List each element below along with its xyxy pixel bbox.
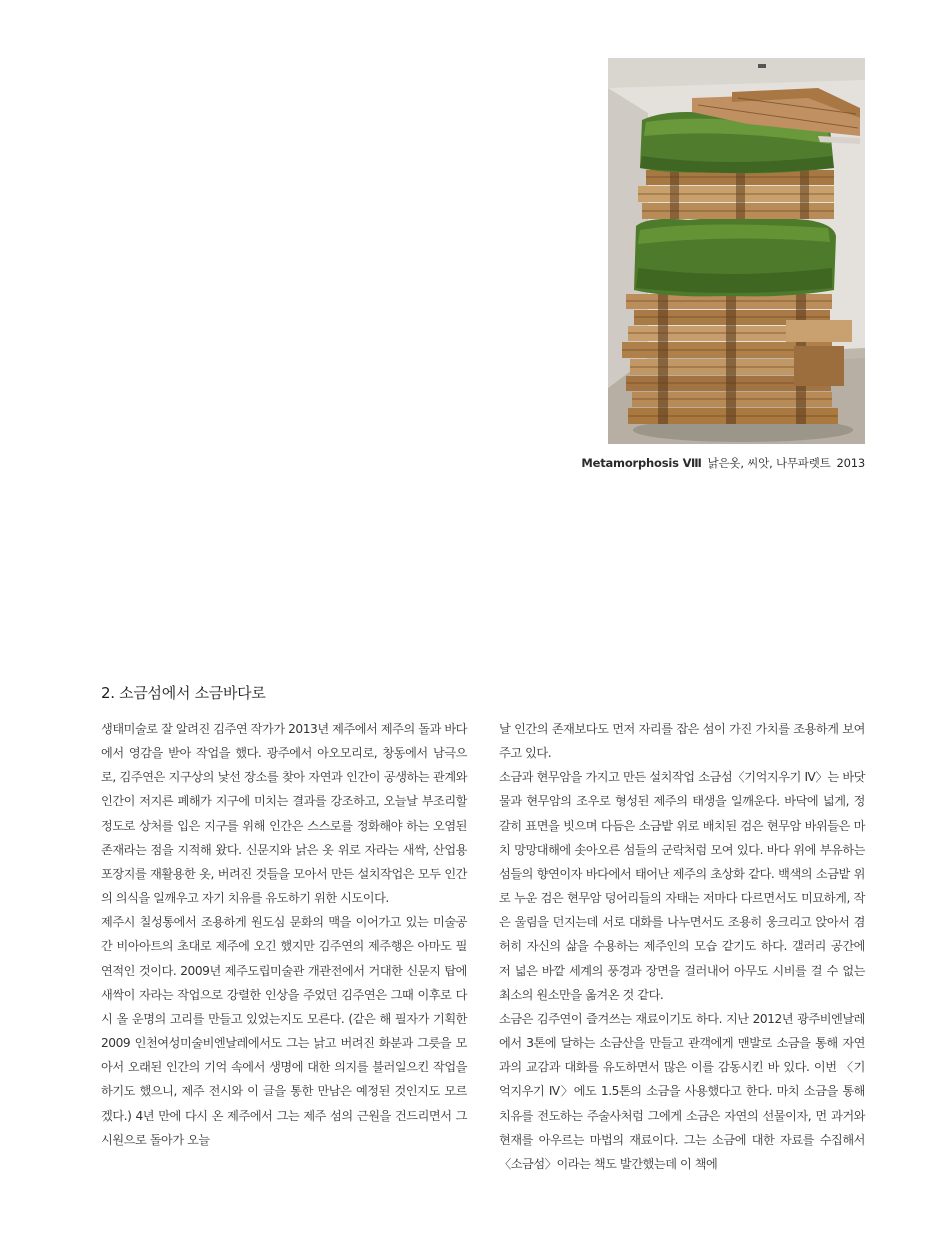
moss-block-lower bbox=[634, 217, 836, 296]
right-paragraph-3: 소금은 김주연이 즐겨쓰는 재료이기도 하다. 지난 2012년 광주비엔날레에서 3톤에 달하는 소금산을 만들고 관객에게 맨발로 소금을 통해 자연과의 교감과 대화를 유도하면서 많은 이를 감동시킨 바 있다. 이번 〈기억지우기 Ⅳ〉에도 1.5톤의 소금을 사용했다고 한다. 마치 소금을 통해 치유를 전도하는 주술사처럼 그에게 소금은 자연의 선물이자, 먼 과거와 현재를 아우르는 마법의 재료이다. 그는 소금에 대한 자료를 수집해서 〈소금섬〉이라는 책도 발간했는데 이 책에 bbox=[499, 1011, 865, 1171]
artwork-photo bbox=[608, 58, 865, 444]
pallet-stack-bottom bbox=[622, 294, 852, 424]
caption-year: 2013 bbox=[836, 456, 865, 470]
caption-title: Metamorphosis Ⅷ bbox=[581, 456, 702, 470]
left-paragraph-2: 제주시 칠성통에서 조용하게 원도심 문화의 맥을 이어가고 있는 미술공간 비아아트의 초대로 제주에 오긴 했지만 김주연의 제주행은 아마도 필연적인 것이다. 2009년 제주도립미술관 개관전에서 거대한 신문지 탑에 새싹이 자라는 작업으로 강렬한 인상을 주었던 김주연은 그때 이후로 다시 올 운명의 고리를 만들고 있었는지도 모른다. (같은 해 필자가 기획한 2009 인천여성미술비엔날레에서도 그는 낡고 버려진 화분과 그릇을 모아서 오래된 인간의 기억 속에서 생명에 대한 의지를 불러일으킨 작업을 하기도 했으니, 제주 전시와 이 글을 통한 만남은 예정된 것인지도 모르겠다.) 4년 만에 다시 온 제주에서 그는 제주 섬의 근원을 건드리면서 그 시원으로 돌아가 오늘 bbox=[101, 915, 467, 1147]
body-column-left bbox=[101, 717, 467, 1152]
caption-materials: 낡은옷, 씨앗, 나무파렛트 bbox=[707, 456, 831, 470]
right-paragraph-2: 소금과 현무암을 가지고 만든 설치작업 소금섬〈기억지우기 Ⅳ〉는 바닷물과 현무암의 조우로 형성된 제주의 태생을 일깨운다. 바닥에 넓게, 정갈히 표면을 빗으며 다듬은 소금밭 위로 배치된 검은 현무암 바위들은 마치 망망대해에 솟아오른 섬들의 군락처럼 모여 있다. 바다 위에 부유하는 섬들의 향연이자 바다에서 태어난 제주의 초상화 같다. 백색의 소금밭 위로 누운 검은 현무암 덩어리들의 자태는 저마다 다르면서도 미묘하게, 작은 울림을 던지는데 서로 대화를 나누면서도 조용히 웅크리고 앉아서 겸허히 자신의 삶을 수용하는 제주인의 모습 같기도 하다. 갤러리 공간에 저 넓은 바깥 세계의 풍경과 장면을 걸러내어 아무도 시비를 걸 수 없는 최소의 원소만을 옮겨온 것 같다. bbox=[499, 770, 865, 1002]
figure-caption bbox=[581, 455, 865, 471]
left-paragraph-1: 생태미술로 잘 알려진 김주연 작가가 2013년 제주에서 제주의 돌과 바다에서 영감을 받아 작업을 했다. 광주에서 아오모리로, 창동에서 남극으로, 김주연은 지구상의 낯선 장소를 찾아 자연과 인간이 공생하는 관계와 인간이 저지른 폐해가 지구에 미치는 결과를 강조하고, 오늘날 부조리할 정도로 상처를 입은 지구를 위해 인간은 스스로를 정화해야 하는 오염된 존재라는 점을 지적해 왔다. 신문지와 낡은 옷 위로 자라는 새싹, 산업용 포장지를 재활용한 옷, 버려진 것들을 모아서 만든 설치작업은 모두 인간의 의식을 일깨우고 자기 치유를 유도하기 위한 시도이다. bbox=[101, 722, 467, 906]
pallet-moss-sculpture-image bbox=[608, 58, 865, 444]
pallet-stack-middle bbox=[638, 170, 834, 219]
right-paragraph-1: 날 인간의 존재보다도 먼저 자리를 잡은 섬이 가진 가치를 조용하게 보여주고 있다. bbox=[499, 722, 865, 761]
section-heading: 2. 소금섬에서 소금바다로 bbox=[101, 684, 266, 702]
body-column-right bbox=[499, 717, 865, 1176]
